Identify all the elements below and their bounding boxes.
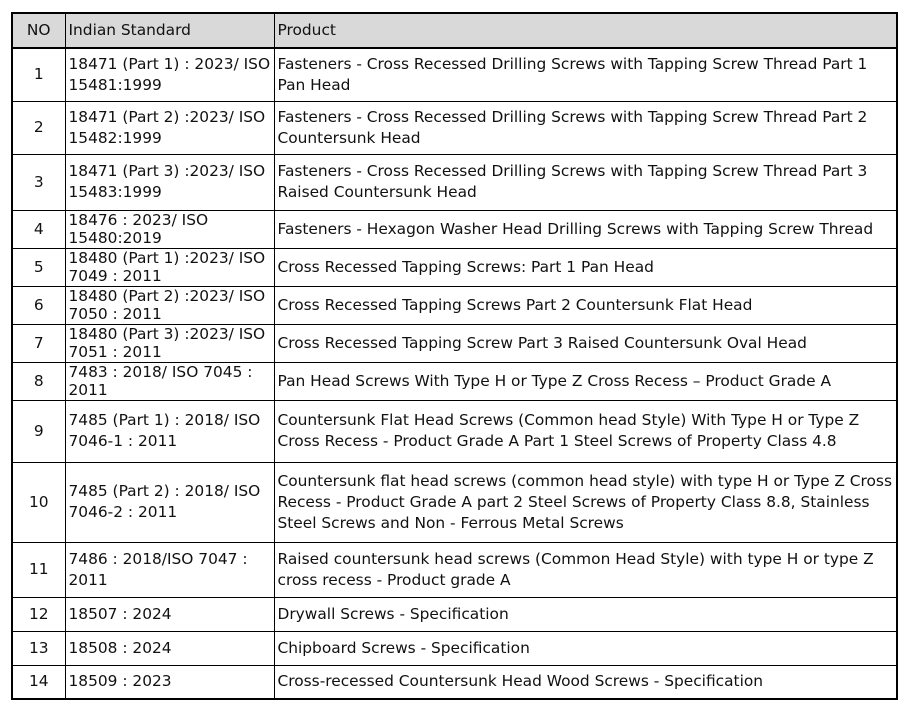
indian-standard-cell: 18507 : 2024 [65, 597, 274, 631]
indian-standard-cell: 18471 (Part 3) :2023/ ISO 15483:1999 [65, 154, 274, 210]
product-cell: Raised countersunk head screws (Common Head Style) with type H or type Z cross recess - Product grade A [274, 542, 897, 597]
product-cell: Chipboard Screws - Specification [274, 631, 897, 665]
product-cell: Cross Recessed Tapping Screws: Part 1 Pan Head [274, 248, 897, 286]
indian-standard-cell: 7486 : 2018/ISO 7047 : 2011 [65, 542, 274, 597]
indian-standard-cell: 18476 : 2023/ ISO 15480:2019 [65, 210, 274, 248]
indian-standard-cell: 18509 : 2023 [65, 665, 274, 699]
row-number: 8 [12, 362, 65, 400]
standards-table [11, 12, 898, 700]
table-row [12, 362, 897, 400]
row-number: 5 [12, 248, 65, 286]
table-row [12, 210, 897, 248]
indian-standard-cell: 18480 (Part 1) :2023/ ISO 7049 : 2011 [65, 248, 274, 286]
column-header-no: NO [12, 13, 65, 48]
row-number: 6 [12, 286, 65, 324]
table-header-row [12, 13, 897, 48]
standards-table-container [11, 12, 896, 700]
table-row [12, 154, 897, 210]
row-number: 10 [12, 462, 65, 542]
row-number: 13 [12, 631, 65, 665]
table-row [12, 462, 897, 542]
row-number: 7 [12, 324, 65, 362]
row-number: 2 [12, 101, 65, 154]
indian-standard-cell: 7485 (Part 1) : 2018/ ISO 7046-1 : 2011 [65, 400, 274, 462]
indian-standard-cell: 18471 (Part 2) :2023/ ISO 15482:1999 [65, 101, 274, 154]
indian-standard-cell: 7483 : 2018/ ISO 7045 : 2011 [65, 362, 274, 400]
table-row [12, 48, 897, 101]
product-cell: Countersunk Flat Head Screws (Common head Style) With Type H or Type Z Cross Recess - Product Grade A Part 1 Steel Screws of Property Class 4.8 [274, 400, 897, 462]
table-row [12, 597, 897, 631]
indian-standard-cell: 18480 (Part 3) :2023/ ISO 7051 : 2011 [65, 324, 274, 362]
table-row [12, 324, 897, 362]
table-row [12, 248, 897, 286]
product-cell: Drywall Screws - Specification [274, 597, 897, 631]
table-row [12, 101, 897, 154]
row-number: 3 [12, 154, 65, 210]
product-cell: Fasteners - Hexagon Washer Head Drilling Screws with Tapping Screw Thread [274, 210, 897, 248]
column-header-indian-standard: Indian Standard [65, 13, 274, 48]
product-cell: Fasteners - Cross Recessed Drilling Screws with Tapping Screw Thread Part 2 Countersunk Head [274, 101, 897, 154]
row-number: 1 [12, 48, 65, 101]
indian-standard-cell: 18471 (Part 1) : 2023/ ISO 15481:1999 [65, 48, 274, 101]
table-row [12, 286, 897, 324]
table-row [12, 542, 897, 597]
product-cell: Cross Recessed Tapping Screws Part 2 Countersunk Flat Head [274, 286, 897, 324]
row-number: 9 [12, 400, 65, 462]
table-row [12, 400, 897, 462]
product-cell: Fasteners - Cross Recessed Drilling Screws with Tapping Screw Thread Part 1 Pan Head [274, 48, 897, 101]
row-number: 12 [12, 597, 65, 631]
row-number: 14 [12, 665, 65, 699]
product-cell: Fasteners - Cross Recessed Drilling Screws with Tapping Screw Thread Part 3 Raised Countersunk Head [274, 154, 897, 210]
product-cell: Cross-recessed Countersunk Head Wood Screws - Specification [274, 665, 897, 699]
product-cell: Countersunk flat head screws (common head style) with type H or Type Z Cross Recess - Product Grade A part 2 Steel Screws of Property Class 8.8, Stainless Steel Screws and Non - Ferrous Metal Screws [274, 462, 897, 542]
row-number: 4 [12, 210, 65, 248]
indian-standard-cell: 7485 (Part 2) : 2018/ ISO 7046-2 : 2011 [65, 462, 274, 542]
row-number: 11 [12, 542, 65, 597]
product-cell: Cross Recessed Tapping Screw Part 3 Raised Countersunk Oval Head [274, 324, 897, 362]
indian-standard-cell: 18508 : 2024 [65, 631, 274, 665]
table-row [12, 665, 897, 699]
column-header-product: Product [274, 13, 897, 48]
table-row [12, 631, 897, 665]
indian-standard-cell: 18480 (Part 2) :2023/ ISO 7050 : 2011 [65, 286, 274, 324]
product-cell: Pan Head Screws With Type H or Type Z Cross Recess – Product Grade A [274, 362, 897, 400]
